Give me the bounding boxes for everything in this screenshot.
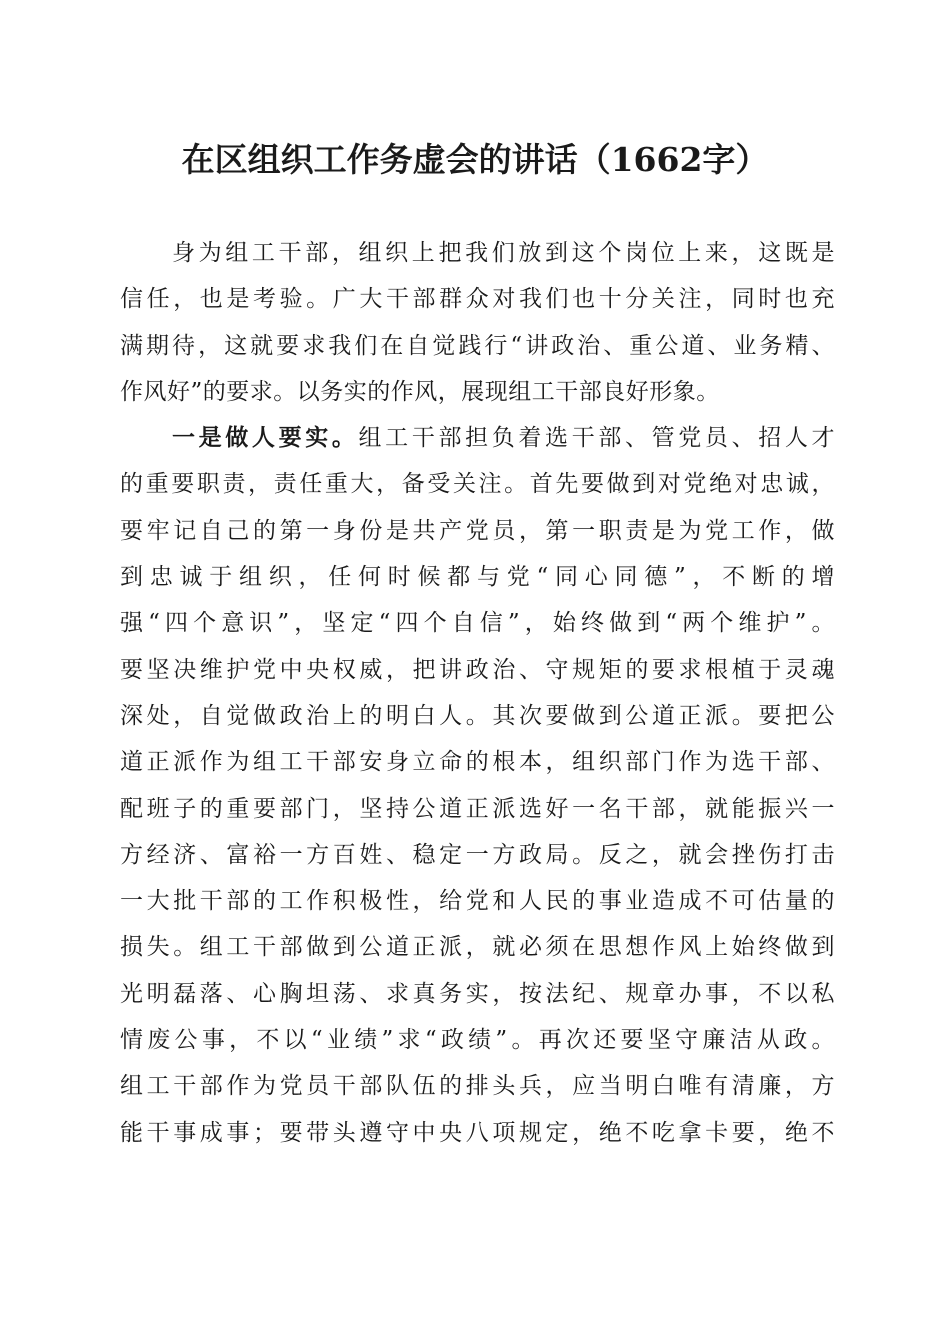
- paragraph-2-line: 能干事成事；要带头遵守中央八项规定，绝不吃拿卡要，绝不: [120, 1119, 835, 1146]
- paragraph-2-line: 一大批干部的工作积极性，给党和人民的事业造成不可估量的: [120, 888, 835, 915]
- paragraph-1-line: 信任，也是考验。广大干部群众对我们也十分关注，同时也充: [120, 286, 835, 313]
- paragraph-2-line: 强“四个意识”，坚定“四个自信”，始终做到“两个维护”。: [120, 610, 835, 637]
- paragraph-1-line: 满期待，这就要求我们在自觉践行“讲政治、重公道、业务精、: [120, 332, 835, 359]
- paragraph-2-line: 到忠诚于组织，任何时候都与党“同心同德”，不断的增: [120, 564, 835, 591]
- paragraph-2-line: 损失。组工干部做到公道正派，就必须在思想作风上始终做到: [120, 934, 835, 961]
- paragraph-2-first-line: [120, 415, 835, 461]
- paragraph-1-line: 身为组工干部，组织上把我们放到这个岗位上来，这既是: [172, 240, 835, 266]
- paragraph-2-first-rest: 组工干部担负着选干部、管党员、招人才: [358, 425, 836, 452]
- document-title: 在区组织工作务虚会的讲话（1662字）: [181, 140, 769, 179]
- paragraph-2-line: 光明磊落、心胸坦荡、求真务实，按法纪、规章办事，不以私: [120, 980, 835, 1007]
- paragraph-2-lead: 一是做人要实。: [172, 424, 359, 452]
- paragraph-2-line: 要坚决维护党中央权威，把讲政治、守规矩的要求根植于灵魂: [120, 656, 835, 683]
- paragraph-2-line: 方经济、富裕一方百姓、稳定一方政局。反之，就会挫伤打击: [120, 841, 835, 868]
- paragraph-2-line: 的重要职责，责任重大，备受关注。首先要做到对党绝对忠诚，: [120, 471, 835, 498]
- paragraph-2-line: 深处，自觉做政治上的明白人。其次要做到公道正派。要把公: [120, 702, 835, 729]
- paragraph-1-line: 作风好”的要求。以务实的作风，展现组工干部良好形象。: [120, 378, 720, 405]
- document-body: [120, 230, 835, 1156]
- paragraph-2-line: 道正派作为组工干部安身立命的根本，组织部门作为选干部、: [120, 749, 835, 776]
- paragraph-2-line: 组工干部作为党员干部队伍的排头兵，应当明白唯有清廉，方: [120, 1073, 835, 1100]
- paragraph-2-line: 配班子的重要部门，坚持公道正派选好一名干部，就能振兴一: [120, 795, 835, 822]
- paragraph-2-line: 要牢记自己的第一身份是共产党员，第一职责是为党工作，做: [120, 517, 835, 544]
- paragraph-2-line: 情废公事，不以“业绩”求“政绩”。再次还要坚守廉洁从政。: [120, 1027, 835, 1054]
